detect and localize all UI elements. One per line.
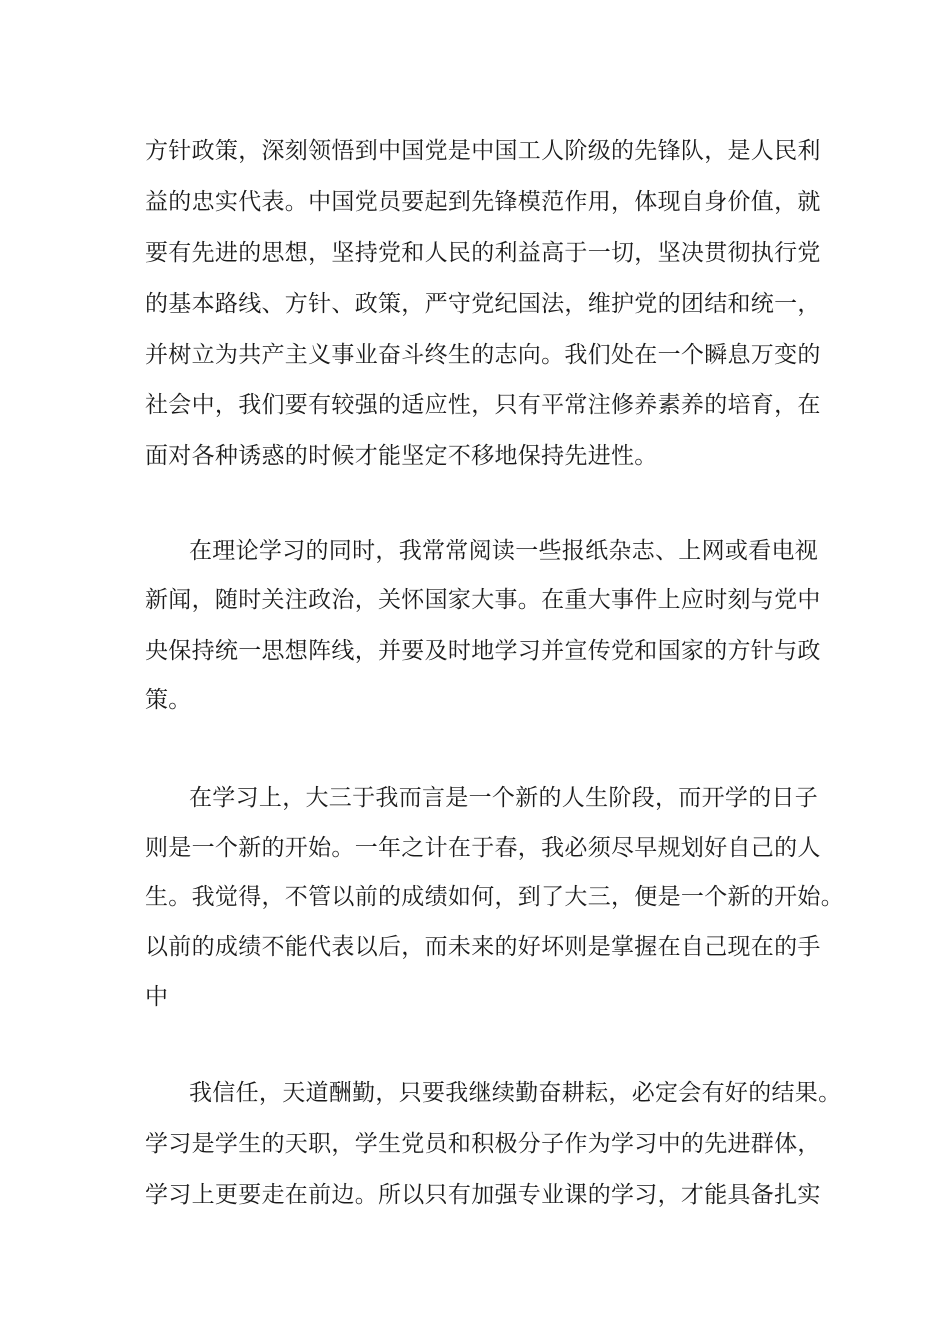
paragraph-2-line-4: 策。	[145, 687, 192, 713]
paragraph-1-line-1: 方针政策，深刻领悟到中国党是中国工人阶级的先锋队，是人民利	[145, 138, 821, 164]
paragraph-1-line-7: 面对各种诱惑的时候才能坚定不移地保持先进性。	[145, 443, 658, 469]
paragraph-1-line-4: 的基本路线、方针、政策，严守党纪国法，维护党的团结和统一，	[145, 291, 821, 317]
paragraph-3-line-1: 在学习上，大三于我而言是一个新的人生阶段，而开学的日子	[189, 785, 819, 811]
paragraph-2-line-1: 在理论学习的同时，我常常阅读一些报纸杂志、上网或看电视	[189, 538, 819, 564]
paragraph-1-line-3: 要有先进的思想，坚持党和人民的利益高于一切，坚决贯彻执行党	[145, 240, 821, 266]
paragraph-4-line-3: 学习上更要走在前边。所以只有加强专业课的学习，才能具备扎实	[145, 1182, 821, 1208]
paragraph-3-line-3: 生。我觉得，不管以前的成绩如何，到了大三，便是一个新的开始。	[145, 884, 844, 910]
paragraph-2-line-3: 央保持统一思想阵线，并要及时地学习并宣传党和国家的方针与政	[145, 638, 821, 664]
paragraph-1-line-5: 并树立为共产主义事业奋斗终生的志向。我们处在一个瞬息万变的	[145, 342, 821, 368]
paragraph-2-line-2: 新闻，随时关注政治，关怀国家大事。在重大事件上应时刻与党中	[145, 587, 821, 613]
paragraph-4-line-2: 学习是学生的天职，学生党员和积极分子作为学习中的先进群体，	[145, 1131, 821, 1157]
paragraph-4-line-1: 我信任，天道酬勤，只要我继续勤奋耕耘，必定会有好的结果。	[189, 1080, 842, 1106]
paragraph-3-line-2: 则是一个新的开始。一年之计在于春，我必须尽早规划好自己的人	[145, 835, 821, 861]
paragraph-1-line-6: 社会中，我们要有较强的适应性，只有平常注修养素养的培育，在	[145, 392, 821, 418]
paragraph-1-line-2: 益的忠实代表。中国党员要起到先锋模范作用，体现自身价值，就	[145, 189, 821, 215]
paragraph-3-line-4: 以前的成绩不能代表以后，而未来的好坏则是掌握在自己现在的手	[145, 934, 821, 960]
paragraph-3-line-5: 中	[145, 984, 169, 1010]
